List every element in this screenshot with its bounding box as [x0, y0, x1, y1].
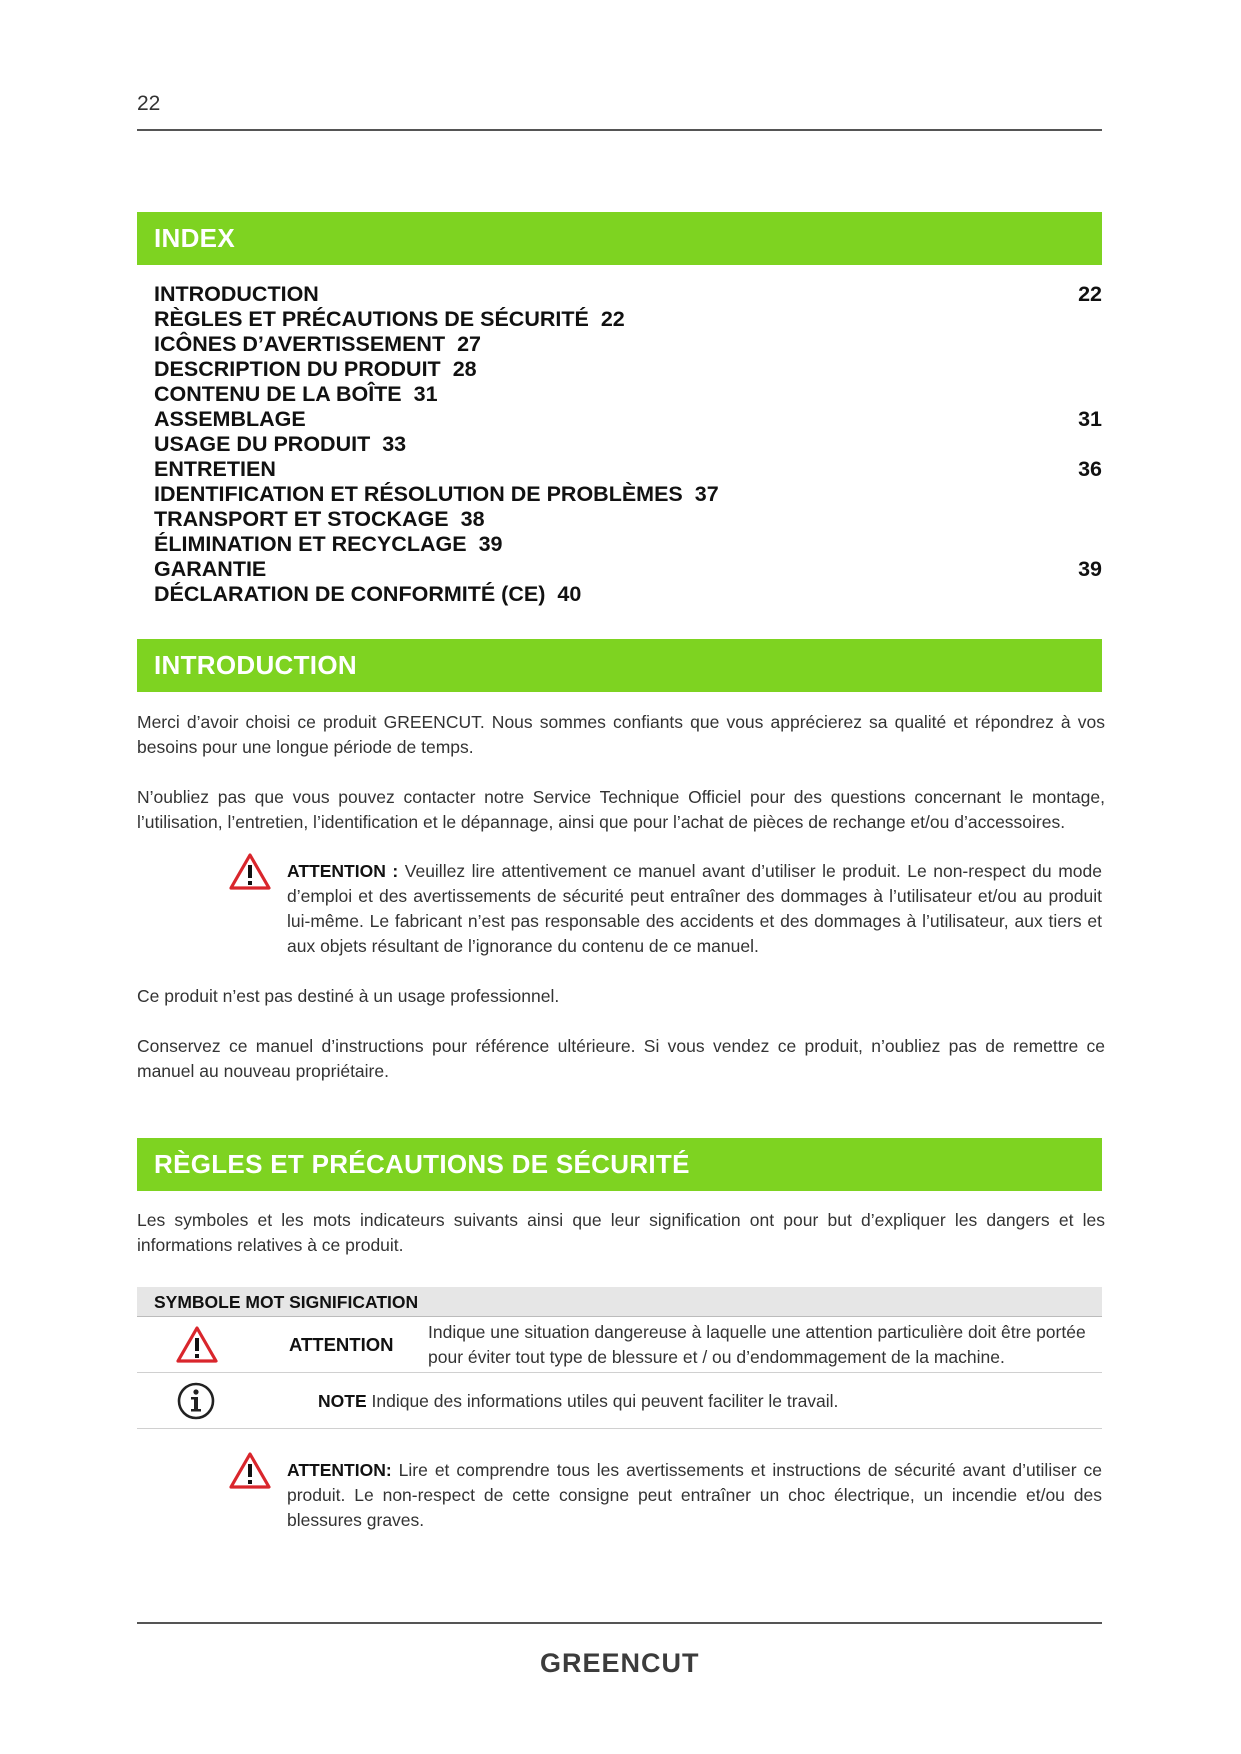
- intro-paragraph-2: N’oubliez pas que vous pouvez contacter notre Service Technique Officiel pour des questions concernant le montage, l’utilisation, l’entretien, l’identification et le dépannage, ainsi que pour l’achat de pièces de rechange et/ou d’accessoires.: [137, 787, 1105, 832]
- table-row-2: [318, 1389, 1098, 1414]
- index-entry[interactable]: IDENTIFICATION ET RÉSOLUTION DE PROBLÈMES 37: [154, 482, 719, 506]
- table-row-1-text: Indique une situation dangereuse à laquelle une attention particulière doit être portée pour éviter tout type de blessure et / ou d’endommagement de la machine.: [428, 1322, 1086, 1367]
- intro-paragraph-4: Conservez ce manuel d’instructions pour référence ultérieure. Si vous vendez ce produit, n’oubliez pas de remettre ce manuel au nouveau propriétaire.: [137, 1036, 1105, 1081]
- index-entry[interactable]: DÉCLARATION DE CONFORMITÉ (CE) 40: [154, 582, 582, 606]
- warning-triangle-icon: [175, 1325, 219, 1365]
- warning-label: ATTENTION:: [287, 1460, 392, 1480]
- safety-warning: [287, 1458, 1102, 1533]
- introduction-heading: INTRODUCTION: [137, 639, 1102, 692]
- index-entry[interactable]: RÈGLES ET PRÉCAUTIONS DE SÉCURITÉ 22: [154, 307, 625, 331]
- warning-text: Lire et comprendre tous les avertissements et instructions de sécurité avant d’utiliser ce produit. Le non-respect de cette consigne peut entraîner un choc électrique, un incendie et/ou des blessures graves.: [287, 1460, 1102, 1530]
- index-entry[interactable]: DESCRIPTION DU PRODUIT 28: [154, 357, 477, 381]
- header-rule: [137, 129, 1102, 131]
- table-row-1-word: ATTENTION: [289, 1334, 394, 1355]
- index-entry[interactable]: CONTENU DE LA BOÎTE 31: [154, 382, 438, 406]
- index-entry[interactable]: ENTRETIEN 36: [154, 457, 1102, 481]
- warning-text: Veuillez lire attentivement ce manuel avant d’utiliser le produit. Le non-respect du mode d’emploi et des avertissements de sécurité peut entraîner des dommages à l’utilisateur et/ou au produit lui-même. Le fabricant n’est pas responsable des accidents et des dommages à l’utilisateur, aux tiers et aux objets résultant de l’ignorance du contenu de ce manuel.: [287, 861, 1102, 956]
- table-row-2-word: NOTE: [318, 1391, 367, 1411]
- index-entry[interactable]: GARANTIE 39: [154, 557, 1102, 581]
- intro-paragraph-1: Merci d’avoir choisi ce produit GREENCUT. Nous sommes confiants que vous apprécierez sa qualité et répondrez à vos besoins pour une longue période de temps.: [137, 712, 1105, 757]
- symbol-table-header: SYMBOLE MOT SIGNIFICATION: [137, 1287, 1102, 1317]
- table-divider: [137, 1428, 1102, 1429]
- safety-heading: RÈGLES ET PRÉCAUTIONS DE SÉCURITÉ: [137, 1138, 1102, 1191]
- table-row-2-text: Indique des informations utiles qui peuvent faciliter le travail.: [371, 1391, 839, 1411]
- index-list: [154, 282, 1102, 607]
- warning-triangle-icon: [228, 1451, 272, 1491]
- info-icon: [176, 1381, 216, 1421]
- index-entry[interactable]: ASSEMBLAGE 31: [154, 407, 1102, 431]
- index-entry[interactable]: ICÔNES D’AVERTISSEMENT 27: [154, 332, 482, 356]
- intro-warning: [287, 859, 1102, 959]
- footer-rule: [137, 1622, 1102, 1624]
- greencut-logo: GREENCUT: [540, 1648, 700, 1678]
- index-entry[interactable]: TRANSPORT ET STOCKAGE 38: [154, 507, 485, 531]
- index-entry[interactable]: INTRODUCTION 22: [154, 282, 1102, 306]
- index-entry[interactable]: ÉLIMINATION ET RECYCLAGE 39: [154, 532, 503, 556]
- safety-intro: Les symboles et les mots indicateurs suivants ainsi que leur signification ont pour but d’expliquer les dangers et les informations relatives à ce produit.: [137, 1210, 1105, 1255]
- warning-label: ATTENTION :: [287, 861, 399, 881]
- intro-paragraph-3: Ce produit n’est pas destiné à un usage professionnel.: [137, 986, 560, 1006]
- index-heading: INDEX: [137, 212, 1102, 265]
- table-divider: [137, 1372, 1102, 1373]
- warning-triangle-icon: [228, 852, 272, 892]
- index-entry[interactable]: USAGE DU PRODUIT 33: [154, 432, 407, 456]
- page-number: 22: [137, 92, 161, 115]
